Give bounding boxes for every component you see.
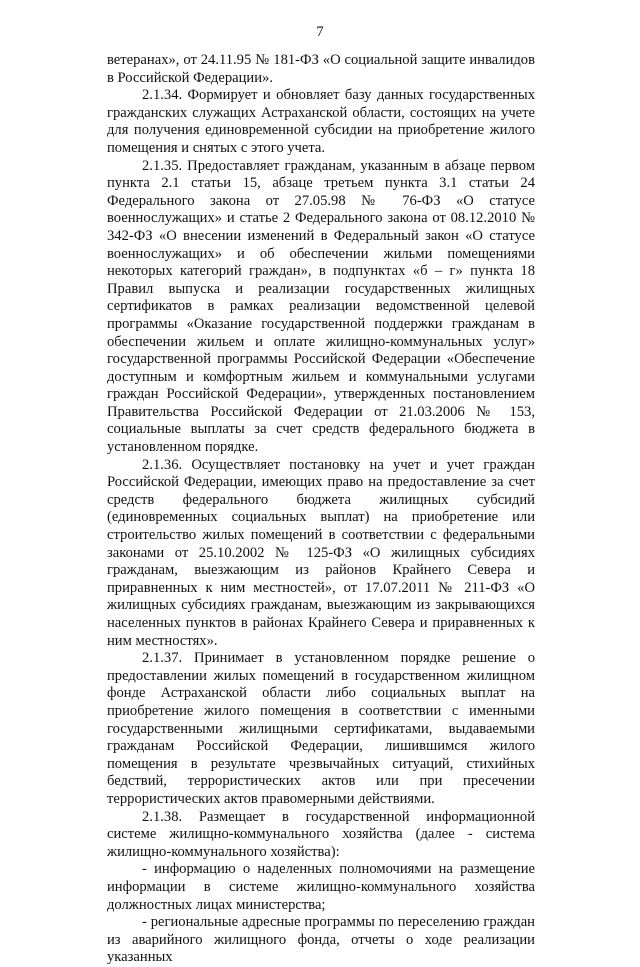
paragraph-2-1-35: 2.1.35. Предоставляет гражданам, указанным в абзаце первом пункта 2.1 статьи 15, абзаце третьем пункта 3.1 статьи 24 Федерального закона от 27.05.98 № 76-ФЗ «О статусе военнослужащих» и статье 2 Федерального закона от 08.12.2010 № 342-ФЗ «О внесении изменений в Федеральный закон «О статусе военнослужащих» и об обеспечении жильми помещениями некоторых категорий граждан», в подпунктах «б – г» пункта 18 Правил выпуска и реализации государственных жилищных сертификатов в рамках реализации ведомственной целевой программы «Оказание государственной поддержки гражданам в обеспечении жильем и оплате жилищно-коммунальных услуг» государственной программы Российской Федерации «Обеспечение доступным и комфортным жильем и коммунальными услугами граждан Российской Федерации», утвержденных постановлением Правительства Российской Федерации от 21.03.2006 № 153, социальные выплаты за счет средств федерального бюджета в установленном порядке. xyxy=(107,157,535,456)
paragraph-2-1-37: 2.1.37. Принимает в установленном порядке решение о предоставлении жилых помещений в государственном жилищном фонде Астраханской области либо социальных выплат на приобретение жилого помещения в соответствии с именными государственными жилищными сертификатами, выдаваемыми гражданам Российской Федерации, лишившимся жилого помещения в результате чрезвычайных ситуаций, стихийных бедствий, террористических актов или при пресечении террористических актов правомерными действиями. xyxy=(107,650,535,807)
list-item-programs: - региональные адресные программы по переселению граждан из аварийного жилищного фонда, отчеты о ходе реализации указанных xyxy=(107,914,535,966)
document-body xyxy=(107,52,535,967)
paragraph-2-1-34: 2.1.34. Формирует и обновляет базу данных государственных гражданских служащих Астраханской области, состоящих на учете для получения единовременной субсидии на приобретение жилого помещения и снятых с этого учета. xyxy=(107,87,535,156)
paragraph-2-1-38: 2.1.38. Размещает в государственной информационной системе жилищно-коммунального хозяйства (далее - система жилищно-коммунального хозяйства): xyxy=(107,808,535,860)
paragraph-2-1-36: 2.1.36. Осуществляет постановку на учет и учет граждан Российской Федерации, имеющих право на предоставление за счет средств федерального бюджета жилищных субсидий (единовременных социальных выплат) на приобретение или строительство жилых помещений в соответствии с федеральными законами от 25.10.2002 № 125-ФЗ «О жилищных субсидиях гражданам, выезжающим из районов Крайнего Севера и приравненных к ним местностей», от 17.07.2011 № 211-ФЗ «О жилищных субсидиях гражданам, выезжающим из закрывающихся населенных пунктов в районах Крайнего Севера и приравненных к ним местностях». xyxy=(107,456,535,649)
paragraph-continuation: ветеранах», от 24.11.95 № 181-ФЗ «О социальной защите инвалидов в Российской Федерации». xyxy=(107,52,535,86)
page-number: 7 xyxy=(316,24,324,40)
list-item-information: - информацию о наделенных полномочиями на размещение информации в системе жилищно-коммунального хозяйства должностных лицах министерства; xyxy=(107,861,535,913)
